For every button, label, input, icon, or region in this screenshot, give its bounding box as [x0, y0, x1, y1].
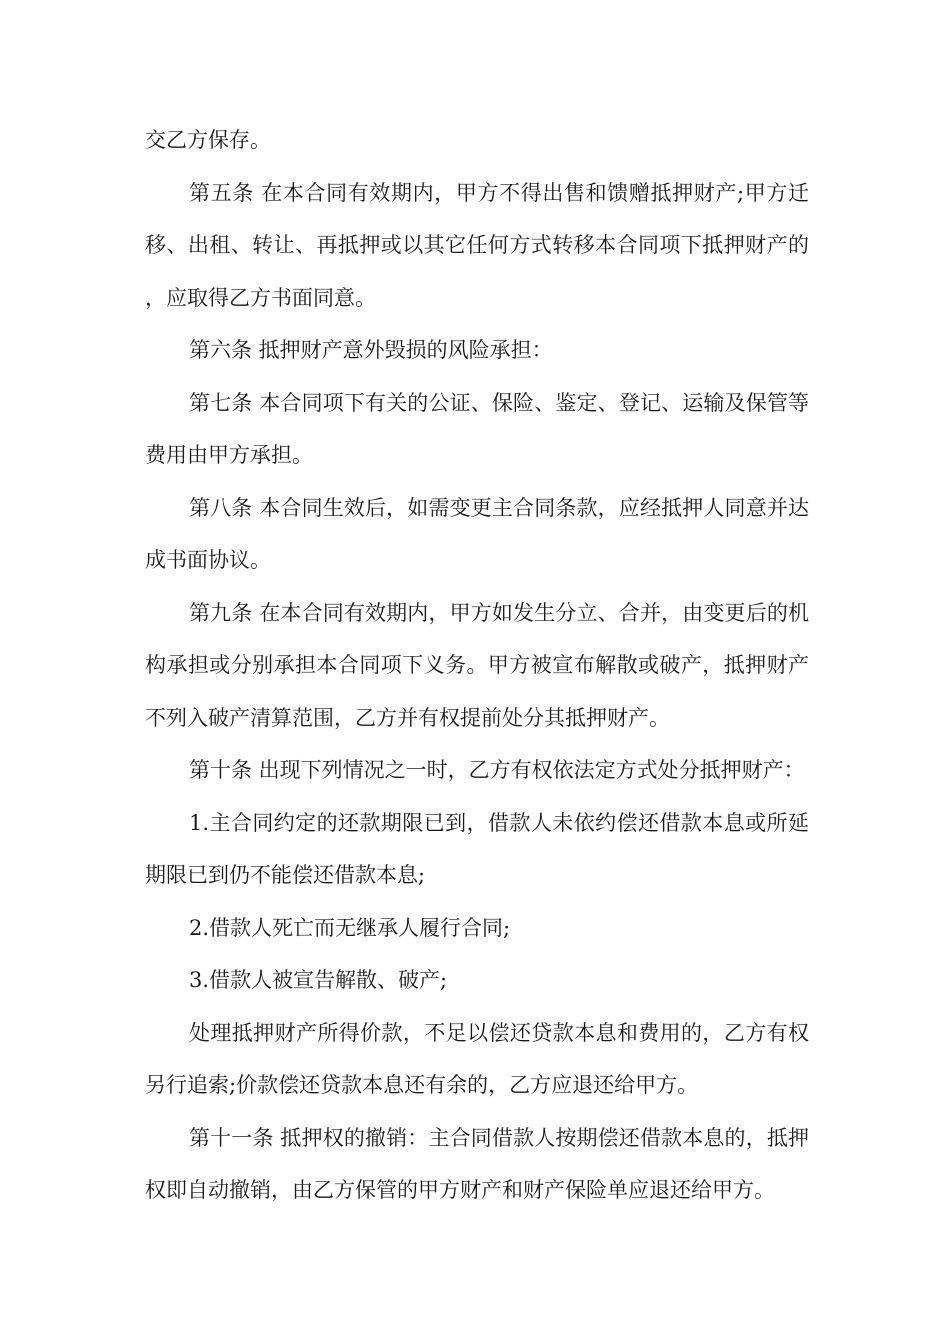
list-item-1: 1.主合同约定的还款期限已到，借款人未依约偿还借款本息或所延期限已到仍不能偿还借款本息;	[145, 810, 809, 887]
paragraph-article-11: 第十一条 抵押权的撤销：主合同借款人按期偿还借款本息的，抵押权即自动撤销，由乙方保管的甲方财产和财产保险单应退还给甲方。	[145, 1125, 809, 1202]
paragraph-article-5: 第五条 在本合同有效期内，甲方不得出售和馈赠抵押财产;甲方迁移、出租、转让、再抵押或以其它任何方式转移本合同项下抵押财产的，应取得乙方书面同意。	[145, 180, 809, 310]
paragraph-article-7: 第七条 本合同项下有关的公证、保险、鉴定、登记、运输及保管等费用由甲方承担。	[145, 390, 809, 467]
paragraph-article-9: 第九条 在本合同有效期内，甲方如发生分立、合并，由变更后的机构承担或分别承担本合同项下义务。甲方被宣布解散或破产，抵押财产不列入破产清算范围，乙方并有权提前处分其抵押财产。	[145, 600, 809, 730]
list-item-2: 2.借款人死亡而无继承人履行合同;	[189, 915, 511, 940]
list-item-3: 3.借款人被宣告解散、破产;	[189, 968, 448, 992]
paragraph-disposal-proceeds: 处理抵押财产所得价款，不足以偿还贷款本息和费用的，乙方有权另行追索;价款偿还贷款本息还有余的，乙方应退还给甲方。	[145, 1020, 809, 1097]
paragraph-article-10: 第十条 出现下列情况之一时，乙方有权依法定方式处分抵押财产：	[189, 758, 805, 782]
paragraph-article-6: 第六条 抵押财产意外毁损的风险承担：	[189, 338, 553, 362]
paragraph-continuation: 交乙方保存。	[145, 128, 271, 152]
document-body	[145, 114, 809, 1217]
paragraph-article-8: 第八条 本合同生效后，如需变更主合同条款，应经抵押人同意并达成书面协议。	[145, 495, 809, 572]
